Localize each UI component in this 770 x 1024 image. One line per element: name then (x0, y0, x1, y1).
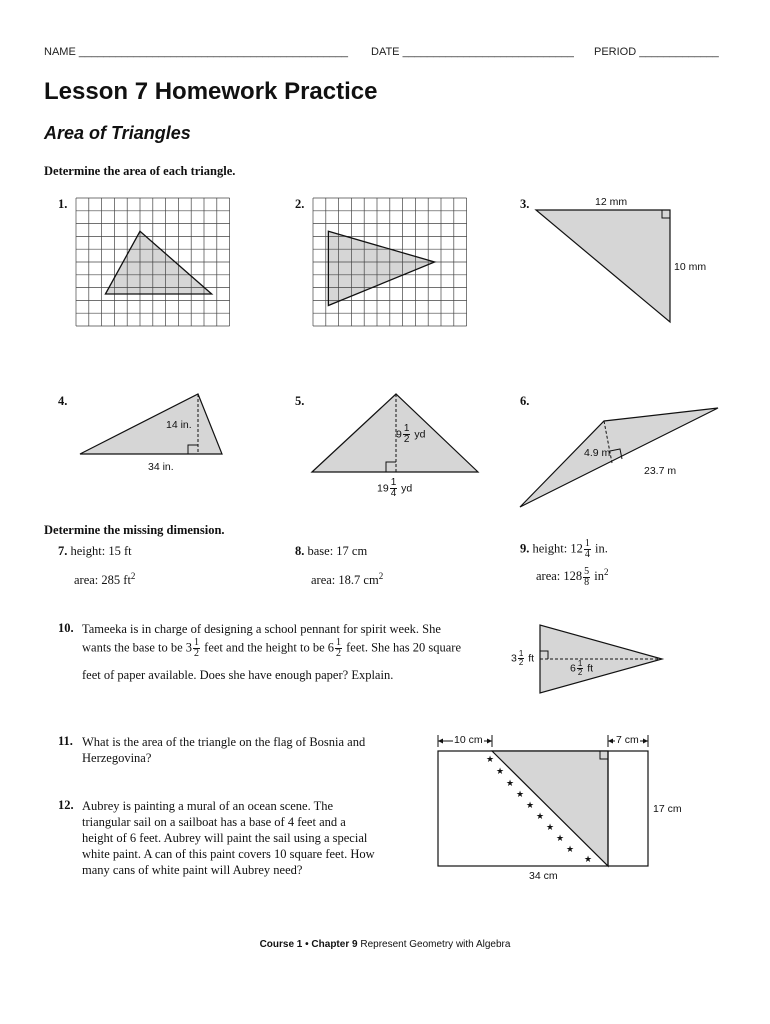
problem-4-triangle (80, 392, 225, 457)
problem-11-line1: What is the area of the triangle on the flag of Bosnia and (82, 735, 366, 749)
problem-12-line2: triangular sail on a sailboat has a base of 4 feet and a (82, 815, 346, 829)
flag-right-dim: 7 cm (616, 734, 639, 746)
problem-10-base-label: 3 $\frac{1}{2}$ ft (511, 649, 535, 667)
svg-text:★: ★ (506, 779, 515, 789)
problem-6-triangle (518, 405, 723, 510)
problem-10-pennant (538, 623, 666, 695)
problem-8: 8. base: 17 cm (295, 544, 368, 558)
problem-12-line1: Aubrey is painting a mural of an ocean scene. The (82, 799, 334, 813)
flag-figure (436, 734, 650, 869)
problem-9-area: area: 128 $\frac{5}{8}$ $in^2$ (536, 565, 609, 588)
period-line: PERIOD _____________ (594, 46, 719, 58)
problem-5-height: 9 $\frac{1}{2}$ yd (396, 423, 426, 445)
instruction-1: Determine the area of each triangle. (44, 164, 236, 178)
problem-11-line2: Herzegovina? (82, 751, 152, 765)
problem-4-number: 4. (58, 394, 68, 408)
grid-triangle-fill (105, 231, 211, 294)
problem-10-line2: wants the base to be 3 $\frac{1}{2}$ feet and the height to be 6 $\frac{1}{2}$ feet. She has 20 square (82, 637, 462, 659)
problem-12-line4: white paint. A can of this paint covers 10 square feet. How (82, 847, 375, 861)
problem-7: 7. height: 15 ft (58, 544, 132, 558)
svg-text:★: ★ (546, 823, 555, 833)
problem-3-triangle (530, 200, 680, 325)
problem-10-line1: Tameeka is in charge of designing a school pennant for spirit week. She (82, 622, 441, 636)
problem-4-base: 34 in. (148, 461, 174, 473)
problem-12-line3: height of 6 feet. Aubrey will paint the sail using a special (82, 831, 368, 845)
problem-2-grid (313, 198, 467, 326)
problem-3-height: 10 mm (674, 261, 707, 273)
problem-1-number: 1. (58, 197, 68, 211)
page-subtitle: Area of Triangles (44, 123, 191, 143)
problem-3-base: 12 mm (595, 196, 628, 208)
svg-text:★: ★ (536, 812, 545, 822)
problem-4-height: 14 in. (166, 419, 192, 431)
problem-6-base: 23.7 m (644, 465, 677, 477)
footer: Course 1 • Chapter 9 Represent Geometry with Algebra (259, 939, 511, 950)
svg-text:★: ★ (556, 834, 565, 844)
instruction-2: Determine the missing dimension. (44, 523, 225, 537)
problem-7-area: area: 285 $ft^2$ (74, 571, 136, 588)
problem-2-number: 2. (295, 197, 305, 211)
problem-10-height-label: 6 $\frac{1}{2}$ ft (570, 659, 594, 677)
svg-text:★: ★ (566, 845, 575, 855)
svg-text:★: ★ (496, 767, 505, 777)
problem-12-line5: many cans of white paint will Aubrey need? (82, 863, 303, 877)
flag-height-dim: 17 cm (653, 803, 682, 815)
problem-9: 9. height: 12 $\frac{1}{4}$ in. (520, 538, 608, 560)
problem-1-grid (76, 198, 230, 326)
flag-width-dim: 34 cm (529, 870, 558, 882)
svg-text:★: ★ (584, 855, 593, 865)
problem-3-number: 3. (520, 197, 530, 211)
name-line: NAME ____________________________________________ (44, 46, 349, 58)
svg-text:★: ★ (486, 755, 495, 765)
flag-left-dim: 10 cm (454, 734, 483, 746)
date-line: DATE ____________________________ (371, 46, 574, 58)
svg-text:★: ★ (516, 790, 525, 800)
problem-10-number: 10. (58, 621, 74, 635)
problem-6-number: 6. (520, 394, 530, 408)
problem-5-base: 19 $\frac{1}{4}$ yd (377, 477, 413, 499)
problem-11-number: 11. (58, 734, 73, 748)
page-title: Lesson 7 Homework Practice (44, 78, 378, 105)
problem-8-area: area: 18.7 $cm^2$ (311, 571, 384, 588)
problem-10-line3: feet of paper available. Does she have enough paper? Explain. (82, 668, 394, 682)
svg-text:★: ★ (526, 801, 535, 811)
problem-6-height: 4.9 m (584, 447, 611, 459)
problem-5-number: 5. (295, 394, 305, 408)
problem-12-number: 12. (58, 798, 74, 812)
